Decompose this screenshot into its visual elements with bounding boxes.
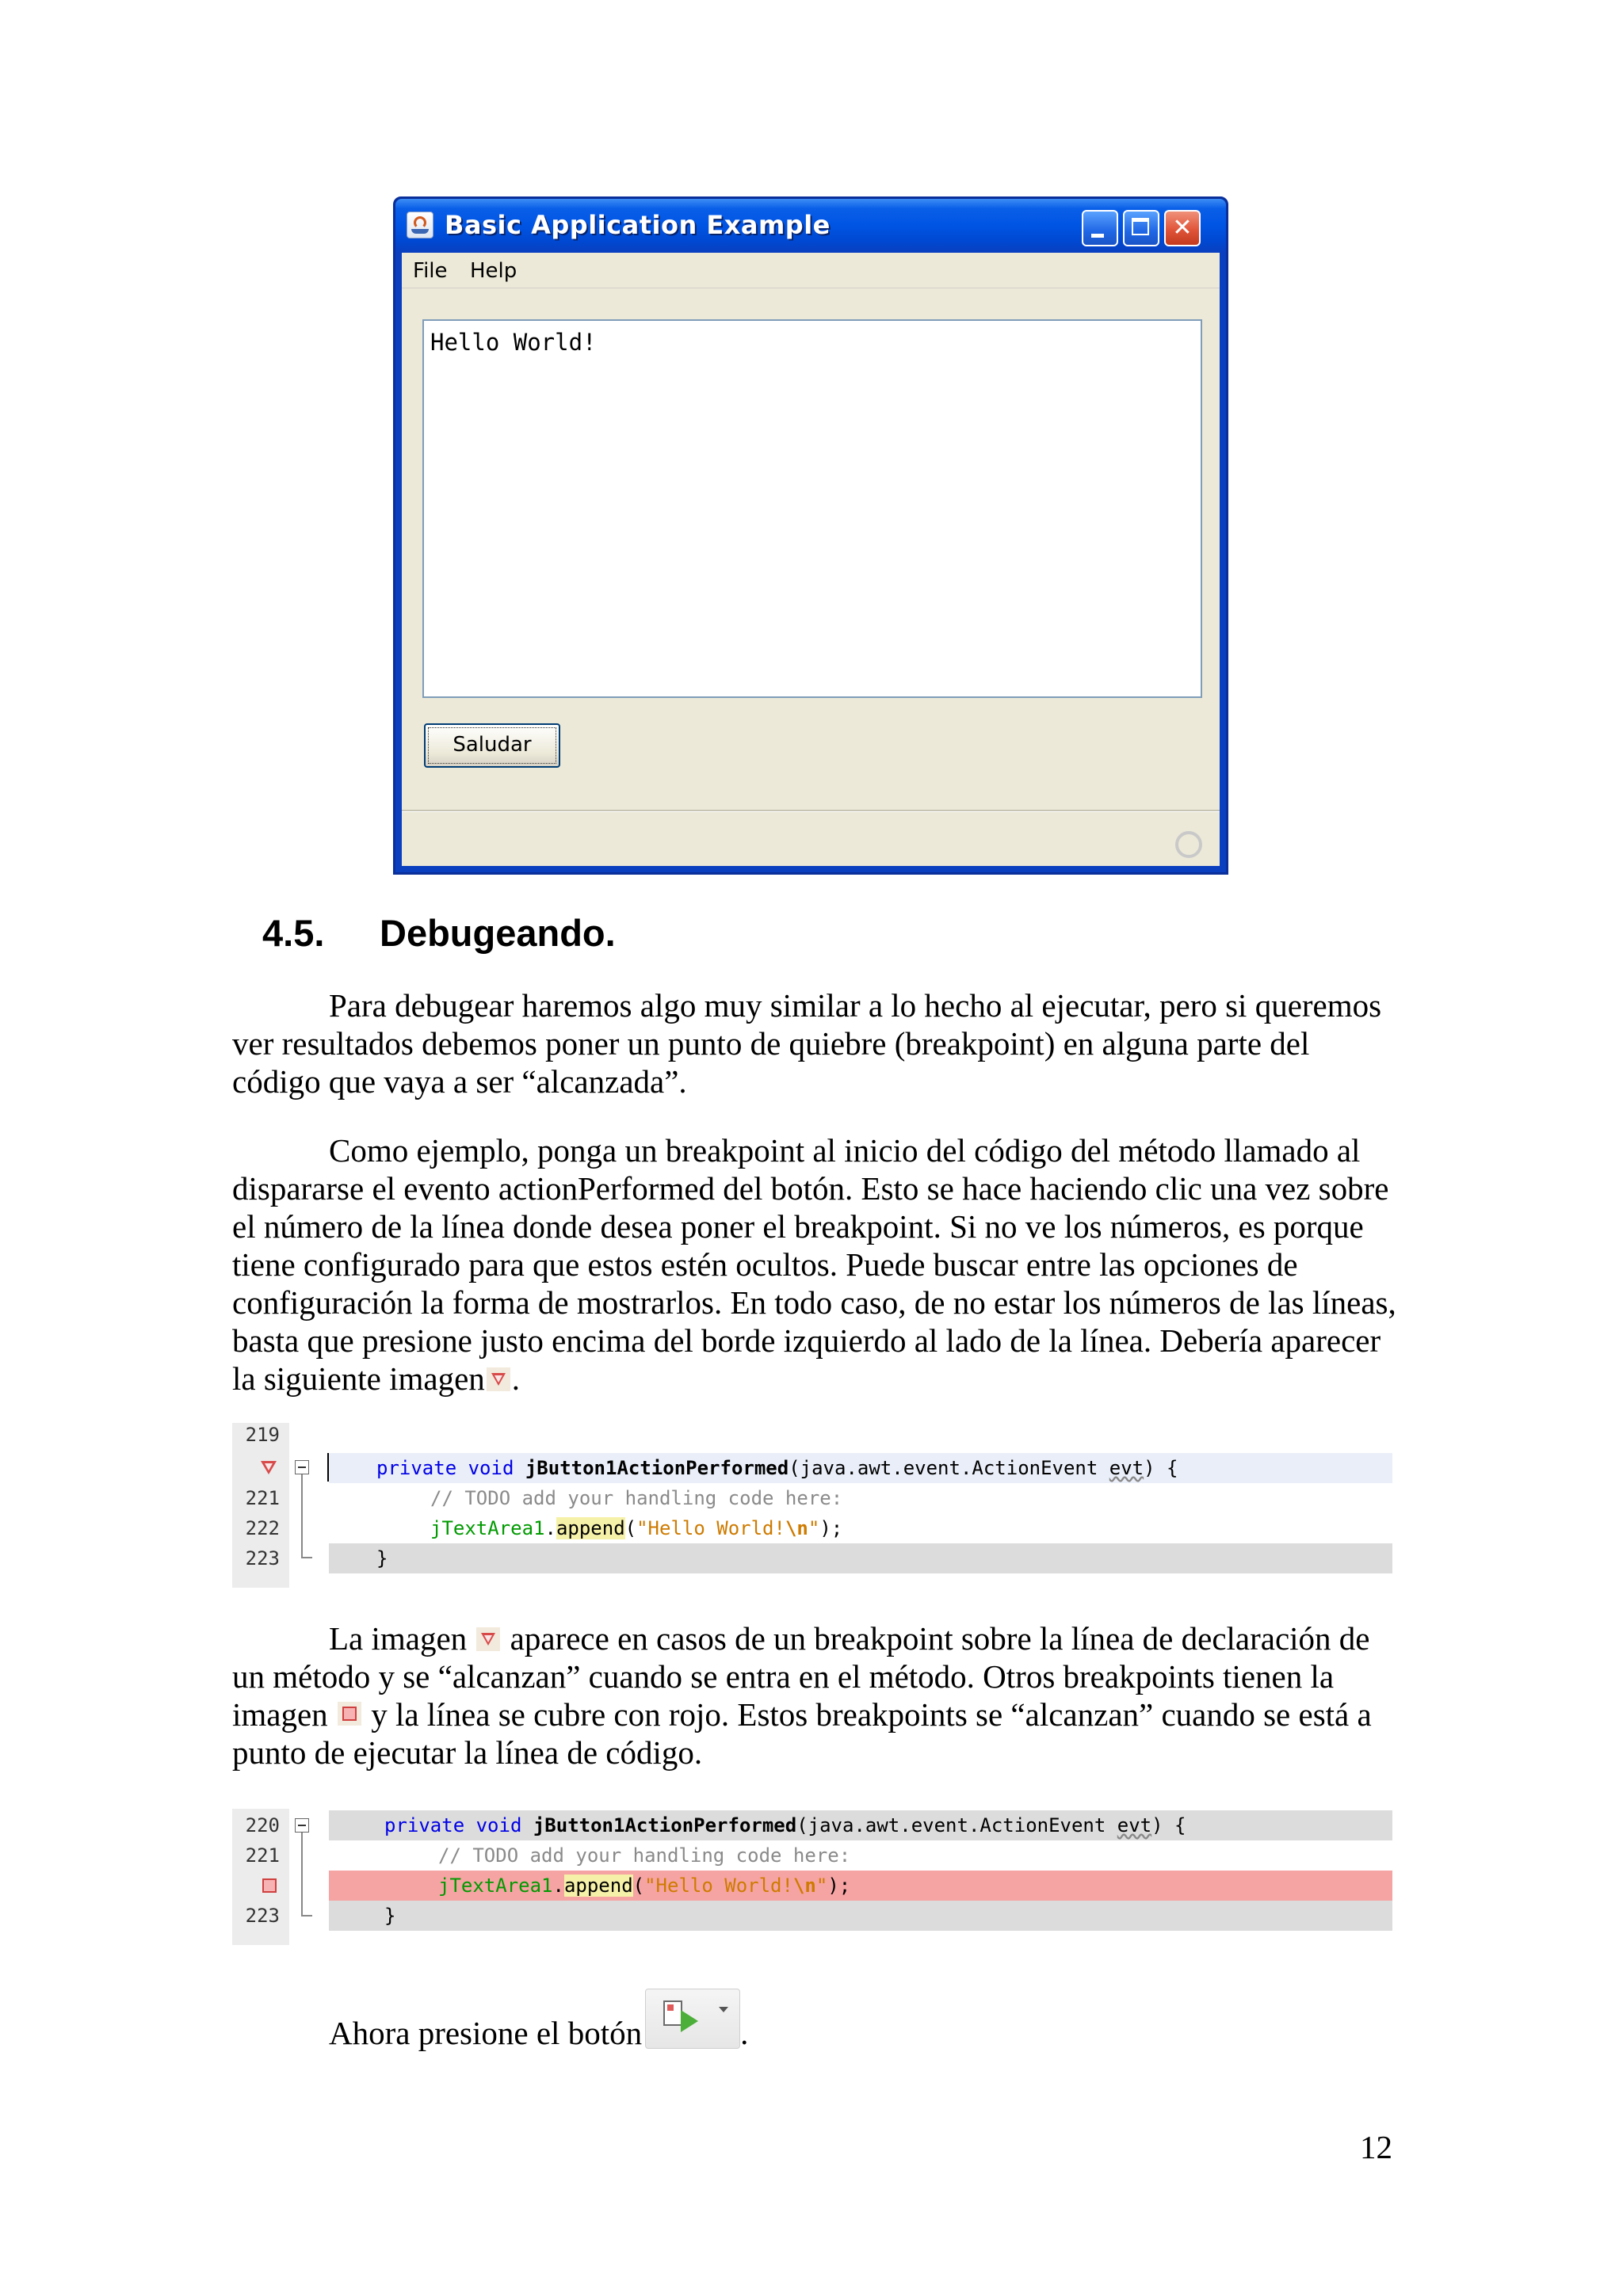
debug-project-button[interactable] (645, 1989, 740, 2049)
paragraph-2-text: Como ejemplo, ponga un breakpoint al inicio del código del método llamado al dispararse el evento actionPerformed del botón. Esto se hace haciendo clic una vez sobre el número de la línea donde desea poner el breakpoint. Si no ve los números, es porque tiene configurado para que estos estén ocultos. Puede buscar entre las opciones de configuración la forma de mostrarlos. En todo caso, de no estar los números de las líneas, basta que presione justo encima del borde izquierdo al lado de la línea. Debería aparecer la siguiente imagen (232, 1132, 1396, 1397)
code-line-method-declaration[interactable]: private void jButton1ActionPerformed(java.awt.event.ActionEvent evt) { (329, 1453, 1392, 1483)
code-line-close-brace[interactable]: } (329, 1901, 1392, 1931)
line-breakpoint-icon[interactable] (262, 1878, 277, 1893)
window-titlebar[interactable] (395, 199, 1226, 253)
paragraph-2-end: . (511, 1360, 521, 1397)
close-icon: ✕ (1172, 214, 1193, 242)
output-textarea[interactable] (422, 319, 1202, 698)
window-content (402, 253, 1220, 866)
window-title: Basic Application Example (445, 210, 831, 240)
paragraph-3 (232, 1619, 1397, 1772)
paragraph-3-part-b: aparece en casos de un breakpoint sobre la línea de declaración de un método y se “alcanzan” cuando se entra en el método. Otros breakpoints tienen la imagen (232, 1620, 1370, 1733)
dropdown-arrow-icon (719, 2007, 728, 2012)
section-title: Debugeando. (380, 912, 616, 954)
line-number[interactable]: 223 (245, 1547, 280, 1569)
menu-file[interactable]: File (413, 259, 448, 283)
fold-gutter (289, 1423, 316, 1588)
paragraph-4-end: . (740, 2015, 749, 2051)
fold-collapse-icon[interactable] (295, 1460, 309, 1474)
app-window (393, 196, 1228, 875)
fold-line (301, 1474, 303, 1557)
line-number[interactable]: 220 (245, 1814, 280, 1836)
line-number[interactable]: 221 (245, 1844, 280, 1867)
line-breakpoint-icon (338, 1702, 361, 1726)
code-snippet-line-breakpoint (232, 1809, 1392, 1945)
fold-line (301, 1833, 303, 1915)
line-number[interactable]: 219 (245, 1424, 280, 1446)
paragraph-2 (232, 1131, 1397, 1398)
line-number-gutter[interactable] (232, 1423, 289, 1588)
paragraph-3-part-a: La imagen (329, 1620, 468, 1657)
section-number: 4.5. (262, 912, 325, 954)
code-line-close-brace[interactable]: } (329, 1543, 1392, 1573)
method-breakpoint-icon[interactable] (261, 1461, 277, 1474)
minimize-button[interactable] (1082, 210, 1118, 246)
code-snippet-method-breakpoint (232, 1423, 1392, 1588)
maximize-button[interactable] (1123, 210, 1159, 246)
textarea-content: Hello World! (430, 329, 597, 356)
close-button[interactable] (1164, 210, 1201, 246)
paragraph-1: Para debugear haremos algo muy similar a lo hecho al ejecutar, pero si queremos ver resultados debemos poner un punto de quiebre (breakpoint) en alguna parte del código que vaya a ser “alcanzada”. (232, 987, 1382, 1100)
paragraph-3-part-c: y la línea se cubre con rojo. Estos breakpoints se “alcanzan” cuando se está a punto de ejecutar la línea de código. (232, 1696, 1372, 1771)
menu-help[interactable]: Help (470, 259, 517, 283)
method-breakpoint-icon (476, 1627, 500, 1651)
document-icon (663, 2000, 682, 2026)
code-line-comment[interactable]: // TODO add your handling code here: (438, 1844, 851, 1867)
paragraph-4 (329, 1989, 1494, 2052)
play-icon (681, 2010, 698, 2032)
page-number: 12 (1360, 2129, 1392, 2165)
code-line-comment[interactable]: // TODO add your handling code here: (430, 1487, 843, 1509)
saludar-button[interactable]: Saludar (424, 723, 560, 768)
line-number[interactable]: 221 (245, 1487, 280, 1509)
status-bar-separator (402, 810, 1220, 812)
fold-gutter (289, 1809, 316, 1945)
code-line-append[interactable]: jTextArea1.append("Hello World!\n"); (430, 1517, 843, 1539)
fold-end (301, 1557, 312, 1558)
line-number[interactable]: 223 (245, 1905, 280, 1927)
line-number[interactable]: 222 (245, 1517, 280, 1539)
fold-end (301, 1915, 312, 1917)
section-heading (262, 911, 616, 955)
busy-indicator-icon (1175, 831, 1202, 858)
paragraph-4-text: Ahora presione el botón (329, 2015, 643, 2051)
code-line-append-breakpoint[interactable]: jTextArea1.append("Hello World!\n"); (329, 1871, 1392, 1901)
menu-bar (402, 253, 1220, 288)
method-breakpoint-icon (487, 1367, 510, 1391)
code-line-method-declaration[interactable]: private void jButton1ActionPerformed(java.awt.event.ActionEvent evt) { (329, 1810, 1392, 1840)
line-number-gutter[interactable] (232, 1809, 289, 1945)
java-cup-icon (407, 212, 433, 238)
fold-collapse-icon[interactable] (295, 1818, 309, 1833)
